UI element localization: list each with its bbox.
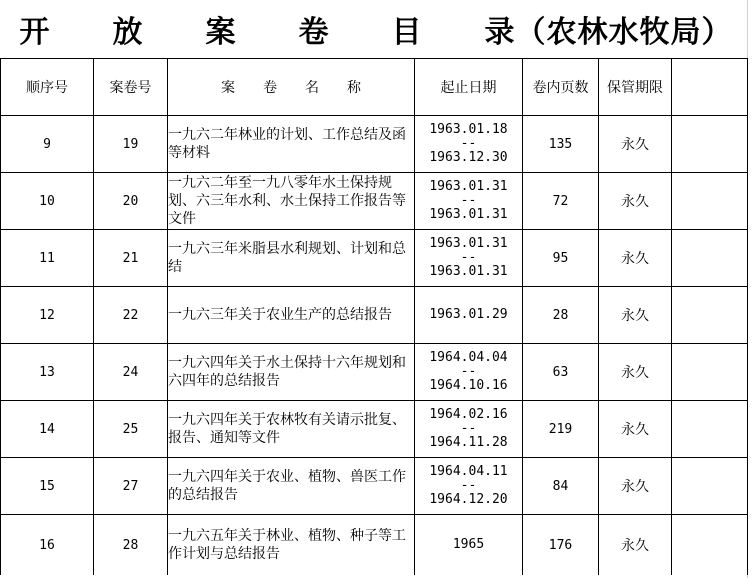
cell-date xyxy=(415,458,523,515)
date-separator: -- xyxy=(460,478,477,493)
date-start: 1964.02.16 xyxy=(429,407,508,422)
table-row xyxy=(1,116,748,173)
table-row xyxy=(1,401,748,458)
cell-file-no: 28 xyxy=(94,515,168,576)
cell-seq: 13 xyxy=(1,344,94,401)
date-end: 1964.10.16 xyxy=(429,378,508,393)
cell-pages: 72 xyxy=(523,173,599,230)
cell-empty xyxy=(672,401,748,458)
date-separator: -- xyxy=(460,421,477,436)
cell-pages: 135 xyxy=(523,116,599,173)
date-start: 1965 xyxy=(452,537,485,552)
cell-retention: 永久 xyxy=(599,515,672,576)
cell-seq: 16 xyxy=(1,515,94,576)
cell-retention: 永久 xyxy=(599,173,672,230)
header-date: 起止日期 xyxy=(415,59,523,116)
cell-seq: 15 xyxy=(1,458,94,515)
cell-pages: 84 xyxy=(523,458,599,515)
date-separator: -- xyxy=(460,193,477,208)
date-start: 1963.01.18 xyxy=(429,122,508,137)
header-seq: 顺序号 xyxy=(1,59,94,116)
date-separator: -- xyxy=(460,250,477,265)
cell-empty xyxy=(672,116,748,173)
table-row xyxy=(1,515,748,576)
cell-file-no: 19 xyxy=(94,116,168,173)
cell-file-no: 22 xyxy=(94,287,168,344)
cell-retention: 永久 xyxy=(599,401,672,458)
date-end: 1964.12.20 xyxy=(429,492,508,507)
cell-name: 一九六三年关于农业生产的总结报告 xyxy=(168,287,415,344)
cell-empty xyxy=(672,344,748,401)
header-file-no: 案卷号 xyxy=(94,59,168,116)
cell-name: 一九六四年关于农林牧有关请示批复、报告、通知等文件 xyxy=(168,401,415,458)
catalog-table xyxy=(0,58,748,575)
cell-date xyxy=(415,287,523,344)
date-start: 1964.04.04 xyxy=(429,350,508,365)
cell-date xyxy=(415,344,523,401)
cell-pages: 219 xyxy=(523,401,599,458)
cell-pages: 176 xyxy=(523,515,599,576)
date-end: 1963.01.31 xyxy=(429,207,508,222)
table-row xyxy=(1,173,748,230)
date-start: 1963.01.29 xyxy=(429,307,508,322)
table-row xyxy=(1,230,748,287)
cell-retention: 永久 xyxy=(599,116,672,173)
header-retention: 保管期限 xyxy=(599,59,672,116)
cell-date xyxy=(415,515,523,576)
cell-date xyxy=(415,173,523,230)
cell-seq: 12 xyxy=(1,287,94,344)
date-separator: -- xyxy=(460,364,477,379)
cell-retention: 永久 xyxy=(599,287,672,344)
cell-retention: 永久 xyxy=(599,230,672,287)
date-end: 1963.12.30 xyxy=(429,150,508,165)
cell-empty xyxy=(672,230,748,287)
cell-pages: 63 xyxy=(523,344,599,401)
cell-date xyxy=(415,116,523,173)
date-end: 1964.11.28 xyxy=(429,435,508,450)
cell-file-no: 21 xyxy=(94,230,168,287)
cell-file-no: 25 xyxy=(94,401,168,458)
cell-retention: 永久 xyxy=(599,458,672,515)
cell-seq: 10 xyxy=(1,173,94,230)
cell-name: 一九六二年至一九八零年水土保持规划、六三年水利、水土保持工作报告等文件 xyxy=(168,173,415,230)
cell-file-no: 27 xyxy=(94,458,168,515)
page-title: 开 放 案 卷 目 录（农林水牧局） xyxy=(19,15,733,50)
cell-empty xyxy=(672,515,748,576)
header-name: 案 卷 名 称 xyxy=(168,59,415,116)
date-end: 1963.01.31 xyxy=(429,264,508,279)
cell-name: 一九六四年关于农业、植物、兽医工作的总结报告 xyxy=(168,458,415,515)
cell-name: 一九六三年米脂县水利规划、计划和总结 xyxy=(168,230,415,287)
cell-seq: 9 xyxy=(1,116,94,173)
cell-pages: 28 xyxy=(523,287,599,344)
header-pages: 卷内页数 xyxy=(523,59,599,116)
cell-empty xyxy=(672,458,748,515)
cell-file-no: 24 xyxy=(94,344,168,401)
cell-file-no: 20 xyxy=(94,173,168,230)
date-start: 1963.01.31 xyxy=(429,179,508,194)
cell-seq: 14 xyxy=(1,401,94,458)
cell-retention: 永久 xyxy=(599,344,672,401)
header-row xyxy=(1,59,748,116)
cell-empty xyxy=(672,287,748,344)
header-empty xyxy=(672,59,748,116)
table-row xyxy=(1,287,748,344)
date-separator: -- xyxy=(460,136,477,151)
table-row xyxy=(1,344,748,401)
cell-name: 一九六四年关于水土保持十六年规划和六四年的总结报告 xyxy=(168,344,415,401)
cell-seq: 11 xyxy=(1,230,94,287)
cell-pages: 95 xyxy=(523,230,599,287)
cell-empty xyxy=(672,173,748,230)
cell-date xyxy=(415,401,523,458)
table-row xyxy=(1,458,748,515)
cell-date xyxy=(415,230,523,287)
cell-name: 一九六二年林业的计划、工作总结及函等材料 xyxy=(168,116,415,173)
date-start: 1964.04.11 xyxy=(429,464,508,479)
cell-name: 一九六五年关于林业、植物、种子等工作计划与总结报告 xyxy=(168,515,415,576)
date-start: 1963.01.31 xyxy=(429,236,508,251)
